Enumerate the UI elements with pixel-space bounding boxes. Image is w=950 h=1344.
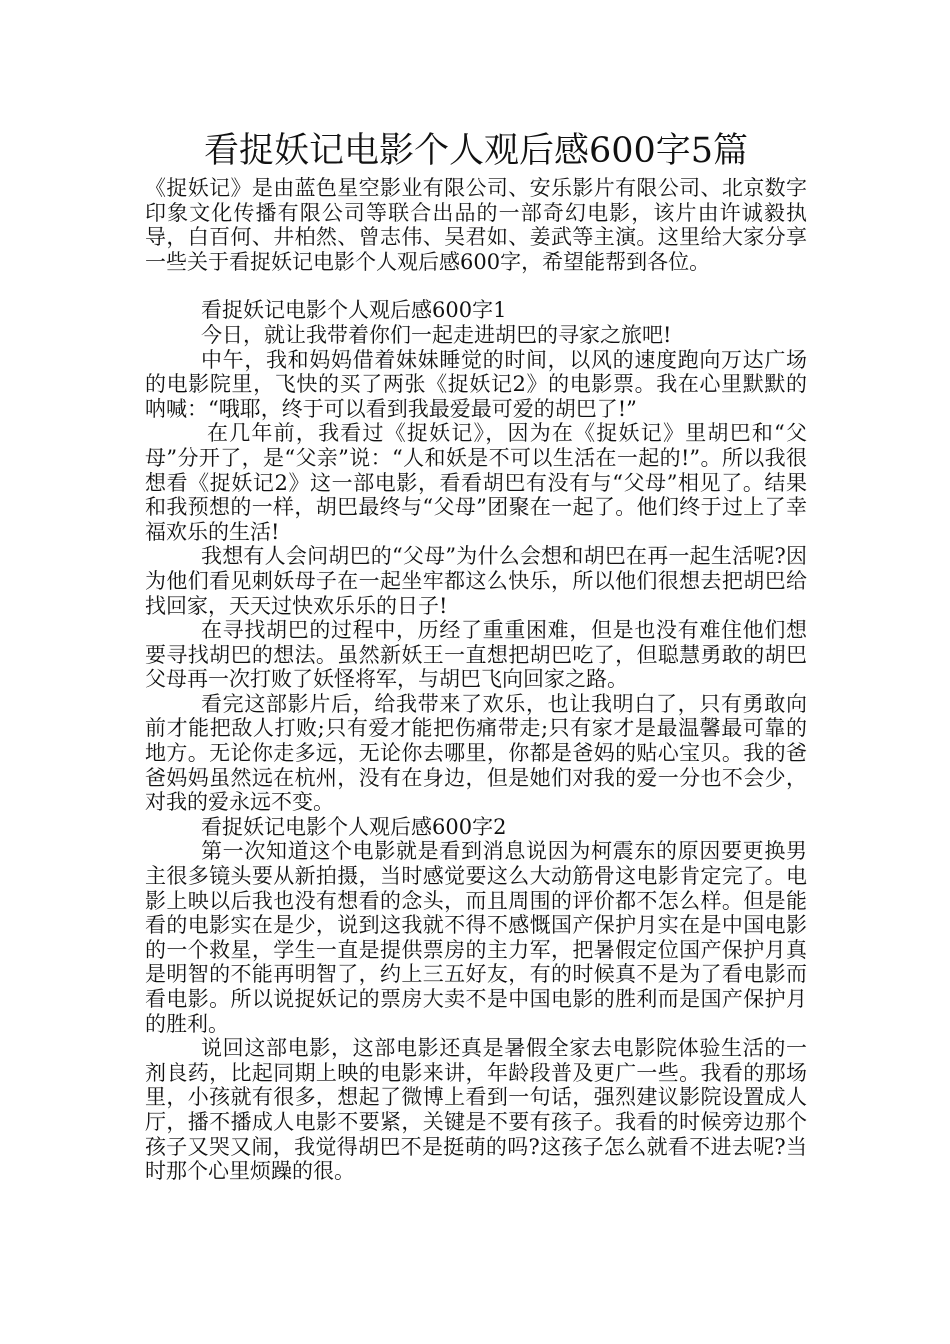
section-1-paragraph: 看完这部影片后，给我带来了欢乐，也让我明白了，只有勇敢向前才能把敌人打败;只有爱才能把伤痛带走;只有家才是最温馨最可靠的地方。无论你走多远，无论你去哪里，你都是爸妈的贴心宝贝。我的爸爸妈妈虽然远在杭州，没有在身边，但是她们对我的爱一分也不会少，对我的爱永远不变。	[145, 691, 807, 815]
intro-paragraph: 《捉妖记》是由蓝色星空影业有限公司、安乐影片有限公司、北京数字印象文化传播有限公司等联合出品的一部奇幻电影，该片由许诚毅执导，白百何、井柏然、曾志伟、吴君如、姜武等主演。这里给大家分享一些关于看捉妖记电影个人观后感600字，希望能帮到各位。	[145, 176, 807, 274]
section-2-paragraph: 第一次知道这个电影就是看到消息说因为柯震东的原因要更换男主很多镜头要从新拍摄，当时感觉要这么大动筋骨这电影肯定完了。电影上映以后我也没有想看的念头，而且周围的评价都不怎么样。但是能看的电影实在是少，说到这我就不得不感慨国产保护月实在是中国电影的一个救星，学生一直是提供票房的主力军，把暑假定位国产保护月真是明智的不能再明智了，约上三五好友，有的时候真不是为了看电影而看电影。所以说捉妖记的票房大卖不是中国电影的胜利而是国产保护月的胜利。	[145, 839, 807, 1036]
section-2-paragraph: 说回这部电影，这部电影还真是暑假全家去电影院体验生活的一剂良药，比起同期上映的电影来讲，年龄段普及更广一些。我看的那场里，小孩就有很多，想起了微博上看到一句话，强烈建议影院设置成人厅，播不播成人电影不要紧，关键是不要有孩子。我看的时候旁边那个孩子又哭又闹，我觉得胡巴不是挺萌的吗?这孩子怎么就看不进去呢?当时那个心里烦躁的很。	[145, 1036, 807, 1184]
section-1-paragraph: 中午，我和妈妈借着妹妹睡觉的时间，以风的速度跑向万达广场的电影院里，飞快的买了两张《捉妖记2》的电影票。我在心里默默的呐喊：“哦耶，终于可以看到我最爱最可爱的胡巴了!”	[145, 347, 807, 421]
blank-line	[145, 274, 807, 298]
document-page	[145, 128, 807, 1184]
section-1-paragraph: 在几年前，我看过《捉妖记》，因为在《捉妖记》里胡巴和“父母”分开了，是“父亲”说：“人和妖是不可以生活在一起的!”。所以我很想看《捉妖记2》这一部电影，看看胡巴有没有与“父母”相见了。结果和我预想的一样，胡巴最终与“父母”团聚在一起了。他们终于过上了幸福欢乐的生活!	[145, 421, 807, 544]
section-1-heading: 看捉妖记电影个人观后感600字1	[201, 298, 507, 323]
section-1-paragraph: 在寻找胡巴的过程中，历经了重重困难，但是也没有难住他们想要寻找胡巴的想法。虽然新妖王一直想把胡巴吃了，但聪慧勇敢的胡巴父母再一次打败了妖怪将军，与胡巴飞向回家之路。	[145, 618, 807, 692]
section-1-paragraph: 我想有人会问胡巴的“父母”为什么会想和胡巴在再一起生活呢?因为他们看见刺妖母子在一起坐牢都这么快乐，所以他们很想去把胡巴给找回家，天天过快欢乐乐的日子!	[145, 544, 807, 618]
section-2-heading: 看捉妖记电影个人观后感600字2	[201, 814, 507, 839]
document-title: 看捉妖记电影个人观后感600字5篇	[203, 131, 749, 171]
section-1-paragraph: 今日，就让我带着你们一起走进胡巴的寻家之旅吧!	[201, 322, 672, 347]
